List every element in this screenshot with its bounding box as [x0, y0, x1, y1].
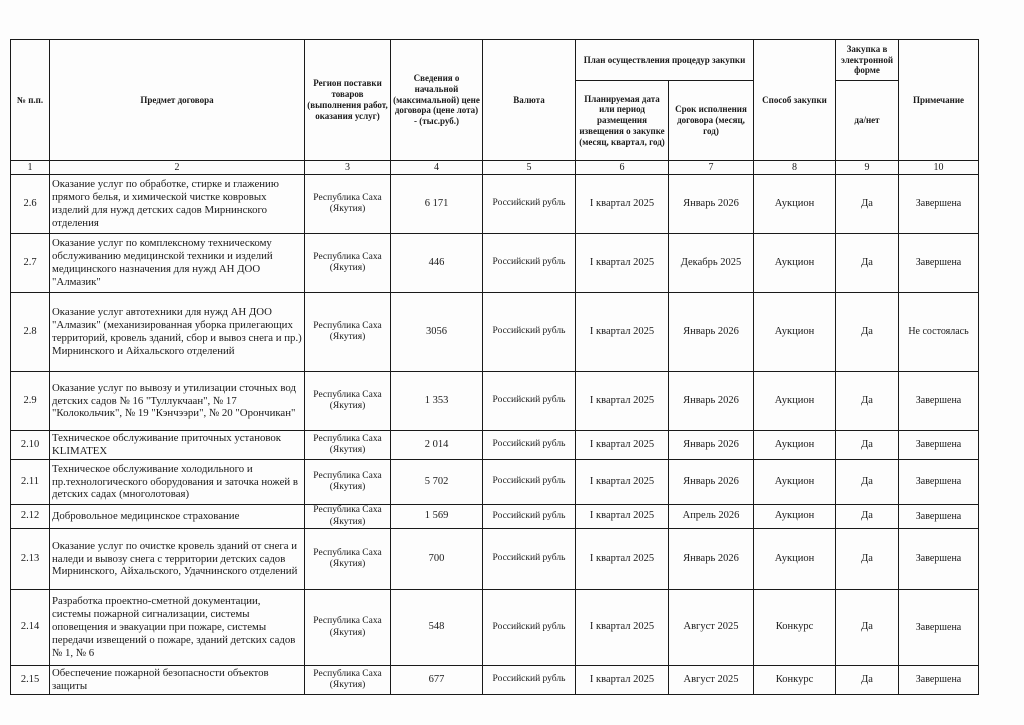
currency-cell: Российский рубль: [483, 590, 576, 666]
table-row: [11, 372, 979, 431]
currency-cell: Российский рубль: [483, 460, 576, 505]
header-electronic: Закупка в электронной форме: [836, 40, 899, 81]
period-cell: I квартал 2025: [576, 175, 669, 234]
column-number: 9: [836, 161, 899, 175]
period-cell: I квартал 2025: [576, 590, 669, 666]
period-cell: I квартал 2025: [576, 431, 669, 460]
period-cell: I квартал 2025: [576, 293, 669, 372]
electronic-cell: Да: [836, 590, 899, 666]
term-cell: Январь 2026: [669, 175, 754, 234]
header-electronic-sub: да/нет: [836, 81, 899, 161]
currency-cell: Российский рубль: [483, 372, 576, 431]
electronic-cell: Да: [836, 529, 899, 590]
subject-cell: Оказание услуг по вывозу и утилизации сточных вод детских садов № 16 "Туллукчаан", № 17 "Колокольчик", № 19 "Кэнчээри", № 20 "Орончикан": [50, 372, 305, 431]
period-cell: I квартал 2025: [576, 372, 669, 431]
term-cell: Август 2025: [669, 666, 754, 695]
method-cell: Аукцион: [754, 460, 836, 505]
method-cell: Аукцион: [754, 234, 836, 293]
subject-cell: Оказание услуг автотехники для нужд АН ДОО "Алмазик" (механизированная уборка прилегающих территорий, кровель зданий, сбор и вывоз снега и пр.) Мирнинского и Айхальского отделений: [50, 293, 305, 372]
subject-cell: Техническое обслуживание холодильного и пр.технологического оборудования и заточка ножей в детских садах (многолотовая): [50, 460, 305, 505]
region-cell: Республика Саха (Якутия): [305, 590, 391, 666]
price-cell: 2 014: [391, 431, 483, 460]
table-row: [11, 666, 979, 695]
header-method: Способ закупки: [754, 40, 836, 161]
table-row: [11, 460, 979, 505]
header-plan-group: План осуществления процедур закупки: [576, 40, 754, 81]
term-cell: Январь 2026: [669, 293, 754, 372]
period-cell: I квартал 2025: [576, 234, 669, 293]
note-cell: Завершена: [899, 372, 979, 431]
electronic-cell: Да: [836, 505, 899, 529]
header-subject: Предмет договора: [50, 40, 305, 161]
row-number: 2.6: [11, 175, 50, 234]
period-cell: I квартал 2025: [576, 460, 669, 505]
subject-cell: Оказание услуг по обработке, стирке и глажению прямого белья, и химической чистке ковровых изделий для нужд детских садов Мирнинского отделения: [50, 175, 305, 234]
term-cell: Январь 2026: [669, 529, 754, 590]
subject-cell: Оказание услуг по очистке кровель зданий от снега и наледи и вывозу снега с территории детских садов Мирнинского, Айхальского, Удачнинского отделений: [50, 529, 305, 590]
electronic-cell: Да: [836, 372, 899, 431]
subject-cell: Добровольное медицинское страхование: [50, 505, 305, 529]
electronic-cell: Да: [836, 460, 899, 505]
term-cell: Декабрь 2025: [669, 234, 754, 293]
price-cell: 3056: [391, 293, 483, 372]
row-number: 2.7: [11, 234, 50, 293]
column-number: 1: [11, 161, 50, 175]
method-cell: Конкурс: [754, 590, 836, 666]
column-number: 6: [576, 161, 669, 175]
price-cell: 5 702: [391, 460, 483, 505]
header-planned-date: Планируемая дата или период размещения извещения о закупке (месяц, квартал, год): [576, 81, 669, 161]
column-number: 7: [669, 161, 754, 175]
method-cell: Аукцион: [754, 529, 836, 590]
column-number: 8: [754, 161, 836, 175]
price-cell: 677: [391, 666, 483, 695]
method-cell: Аукцион: [754, 175, 836, 234]
region-cell: Республика Саха (Якутия): [305, 460, 391, 505]
currency-cell: Российский рубль: [483, 431, 576, 460]
row-number: 2.10: [11, 431, 50, 460]
table-row: [11, 234, 979, 293]
note-cell: Завершена: [899, 505, 979, 529]
period-cell: I квартал 2025: [576, 529, 669, 590]
price-cell: 6 171: [391, 175, 483, 234]
row-number: 2.12: [11, 505, 50, 529]
price-cell: 1 569: [391, 505, 483, 529]
region-cell: Республика Саха (Якутия): [305, 293, 391, 372]
currency-cell: Российский рубль: [483, 529, 576, 590]
price-cell: 548: [391, 590, 483, 666]
method-cell: Аукцион: [754, 505, 836, 529]
table-row: [11, 431, 979, 460]
subject-cell: Техническое обслуживание приточных установок KLIMATEX: [50, 431, 305, 460]
header-note: Примечание: [899, 40, 979, 161]
region-cell: Республика Саха (Якутия): [305, 529, 391, 590]
term-cell: Апрель 2026: [669, 505, 754, 529]
term-cell: Август 2025: [669, 590, 754, 666]
note-cell: Завершена: [899, 234, 979, 293]
header-num: № п.п.: [11, 40, 50, 161]
electronic-cell: Да: [836, 431, 899, 460]
note-cell: Завершена: [899, 529, 979, 590]
row-number: 2.8: [11, 293, 50, 372]
region-cell: Республика Саха (Якутия): [305, 175, 391, 234]
row-number: 2.9: [11, 372, 50, 431]
electronic-cell: Да: [836, 666, 899, 695]
table-row: [11, 505, 979, 529]
table-row: [11, 175, 979, 234]
currency-cell: Российский рубль: [483, 505, 576, 529]
price-cell: 700: [391, 529, 483, 590]
note-cell: Завершена: [899, 666, 979, 695]
subject-cell: Обеспечение пожарной безопасности объектов защиты: [50, 666, 305, 695]
region-cell: Республика Саха (Якутия): [305, 431, 391, 460]
method-cell: Аукцион: [754, 431, 836, 460]
row-number: 2.11: [11, 460, 50, 505]
electronic-cell: Да: [836, 293, 899, 372]
currency-cell: Российский рубль: [483, 293, 576, 372]
subject-cell: Оказание услуг по комплексному техническому обслуживанию медицинской техники и изделий медицинского назначения для нужд АН ДОО "Алмазик": [50, 234, 305, 293]
header-region: Регион поставки товаров (выполнения работ, оказания услуг): [305, 40, 391, 161]
term-cell: Январь 2026: [669, 431, 754, 460]
table-row: [11, 293, 979, 372]
period-cell: I квартал 2025: [576, 505, 669, 529]
table-row: [11, 529, 979, 590]
row-number: 2.14: [11, 590, 50, 666]
header-currency: Валюта: [483, 40, 576, 161]
column-number-row: [11, 161, 979, 175]
region-cell: Республика Саха (Якутия): [305, 666, 391, 695]
column-number: 2: [50, 161, 305, 175]
header-price: Сведения о начальной (максимальной) цене договора (цене лота) - (тыс.руб.): [391, 40, 483, 161]
currency-cell: Российский рубль: [483, 666, 576, 695]
note-cell: Завершена: [899, 590, 979, 666]
column-number: 10: [899, 161, 979, 175]
term-cell: Январь 2026: [669, 460, 754, 505]
currency-cell: Российский рубль: [483, 175, 576, 234]
column-number: 4: [391, 161, 483, 175]
region-cell: Республика Саха (Якутия): [305, 234, 391, 293]
note-cell: Не состоялась: [899, 293, 979, 372]
column-number: 3: [305, 161, 391, 175]
price-cell: 1 353: [391, 372, 483, 431]
price-cell: 446: [391, 234, 483, 293]
method-cell: Аукцион: [754, 372, 836, 431]
method-cell: Конкурс: [754, 666, 836, 695]
period-cell: I квартал 2025: [576, 666, 669, 695]
currency-cell: Российский рубль: [483, 234, 576, 293]
subject-cell: Разработка проектно-сметной документации, системы пожарной сигнализации, системы оповещения и эвакуации при пожаре, системы передачи извещений о пожаре, зданий детских садов № 1, № 6: [50, 590, 305, 666]
row-number: 2.13: [11, 529, 50, 590]
procurement-plan-table: [10, 39, 979, 695]
row-number: 2.15: [11, 666, 50, 695]
region-cell: Республика Саха (Якутия): [305, 505, 391, 529]
note-cell: Завершена: [899, 460, 979, 505]
electronic-cell: Да: [836, 175, 899, 234]
table-row: [11, 590, 979, 666]
header-term: Срок исполнения договора (месяц, год): [669, 81, 754, 161]
electronic-cell: Да: [836, 234, 899, 293]
note-cell: Завершена: [899, 175, 979, 234]
column-number: 5: [483, 161, 576, 175]
term-cell: Январь 2026: [669, 372, 754, 431]
note-cell: Завершена: [899, 431, 979, 460]
region-cell: Республика Саха (Якутия): [305, 372, 391, 431]
method-cell: Аукцион: [754, 293, 836, 372]
